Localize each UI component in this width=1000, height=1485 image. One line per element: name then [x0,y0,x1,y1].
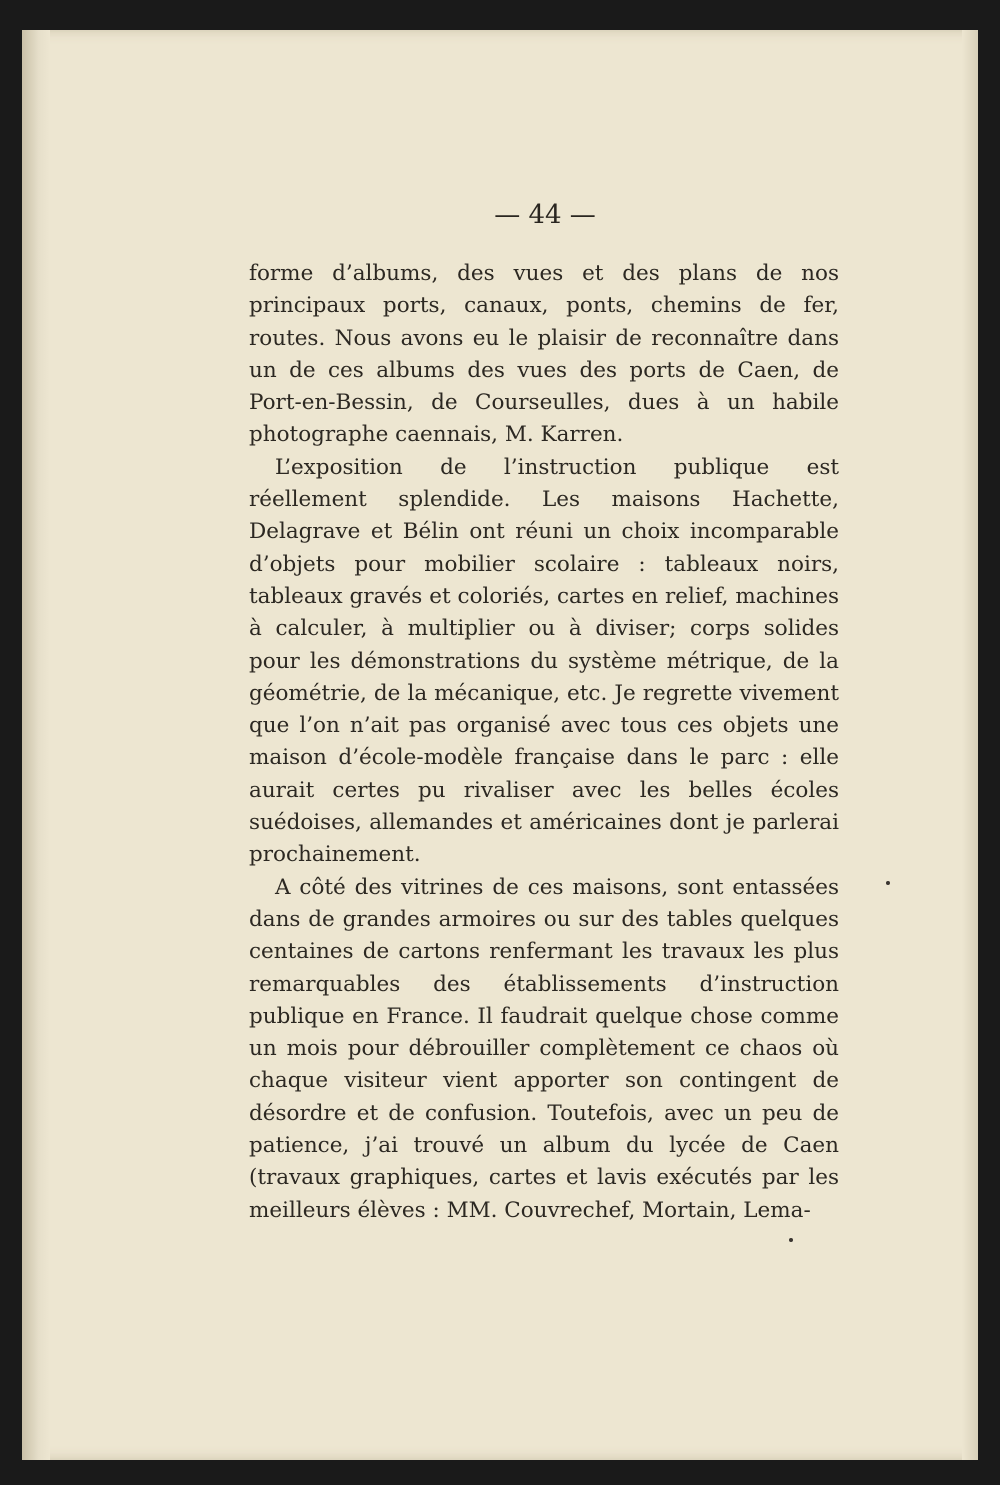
ink-speck [789,1238,793,1242]
paragraph-1: forme d’albums, des vues et des plans de nos principaux ports, canaux, ponts, chemins de fer, routes. Nous avons eu le plaisir de reconnaître dans un de ces albums des vues des ports de Caen, de Port-en-Bessin, de Courseulles, dues à un habile photographe caennais, M. Karren. [249,261,839,448]
body-text [249,258,839,1227]
page-number: — 44 — [494,200,596,230]
paragraph-2: L’exposition de l’instruction publique est réellement splendide. Les maisons Hachette, Delagrave et Bélin ont réuni un choix incomparable d’objets pour mobilier scolaire : tableaux noirs, tableaux gravés et coloriés, cartes en relief, machines à calculer, à multiplier ou à diviser; corps solides pour les démonstrations du système métrique, de la géométrie, de la mécanique, etc. Je regrette vivement que l’on n’ait pas organisé avec tous ces objets une maison d’école-modèle française dans le parc : elle aurait certes pu rivaliser avec les belles écoles suédoises, allemandes et américaines dont je parlerai prochainement. [249,454,839,868]
ink-speck [886,881,890,885]
paragraph-3: A côté des vitrines de ces maisons, sont entassées dans de grandes armoires ou sur des tables quelques centaines de cartons renfermant les travaux les plus remarquables des établissements d’instruction publique en France. Il faudrait quelque chose comme un mois pour débrouiller complètement ce chaos où chaque visiteur vient apporter son contingent de désordre et de confusion. Toutefois, avec un peu de patience, j’ai trouvé un album du lycée de Caen (travaux graphiques, cartes et lavis exécutés par les meilleurs élèves : MM. Couvrechef, Mortain, Lema- [249,874,839,1223]
page-outer-edge [962,30,978,1460]
page-binding-edge [22,30,50,1460]
